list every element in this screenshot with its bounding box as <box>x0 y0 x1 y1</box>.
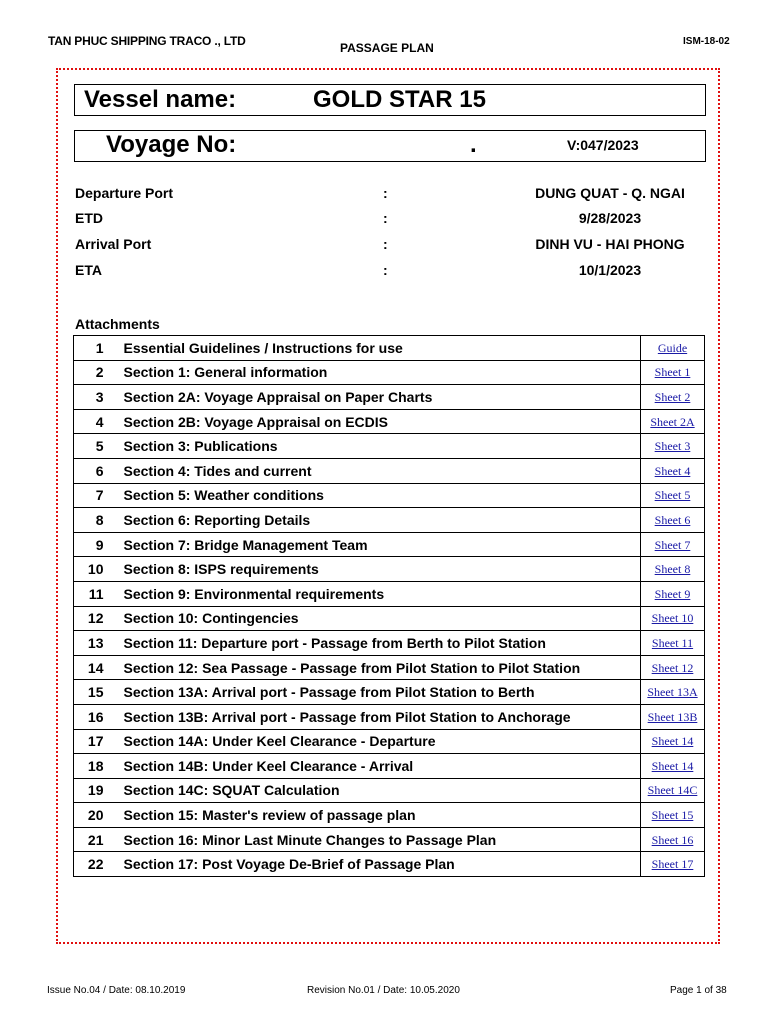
row-title: Section 14A: Under Keel Clearance - Departure <box>124 729 641 754</box>
etd-label: ETD <box>75 210 103 226</box>
table-row <box>74 778 705 803</box>
sheet-link[interactable]: Sheet 13A <box>647 685 698 700</box>
row-title: Section 2A: Voyage Appraisal on Paper Charts <box>124 385 641 410</box>
row-title: Section 15: Master's review of passage plan <box>124 803 641 828</box>
row-number: 7 <box>74 483 124 508</box>
arrival-port-value: DINH VU - HAI PHONG <box>535 236 685 252</box>
sheet-link[interactable]: Sheet 2 <box>654 389 691 404</box>
row-title: Section 7: Bridge Management Team <box>124 532 641 557</box>
row-number: 20 <box>74 803 124 828</box>
sheet-link[interactable]: Sheet 6 <box>654 512 691 527</box>
row-title: Section 14C: SQUAT Calculation <box>124 778 641 803</box>
row-title: Section 9: Environmental requirements <box>124 581 641 606</box>
table-row <box>74 557 705 582</box>
row-title: Section 3: Publications <box>124 434 641 459</box>
row-title: Section 10: Contingencies <box>124 606 641 631</box>
table-row <box>74 655 705 680</box>
sheet-link[interactable]: Sheet 4 <box>654 463 691 478</box>
table-row <box>74 680 705 705</box>
vessel-name-value: GOLD STAR 15 <box>313 86 486 113</box>
sheet-link[interactable]: Sheet 3 <box>654 439 691 454</box>
row-title: Section 11: Departure port - Passage from Berth to Pilot Station <box>124 631 641 656</box>
sheet-link[interactable]: Sheet 14 <box>651 734 694 749</box>
attachments-table <box>73 335 705 877</box>
row-title: Section 8: ISPS requirements <box>124 557 641 582</box>
row-number: 2 <box>74 360 124 385</box>
table-row <box>74 827 705 852</box>
sheet-link[interactable]: Sheet 11 <box>651 635 694 650</box>
row-number: 16 <box>74 704 124 729</box>
sheet-link[interactable]: Sheet 15 <box>651 808 694 823</box>
row-number: 15 <box>74 680 124 705</box>
row-number: 8 <box>74 508 124 533</box>
row-title: Section 17: Post Voyage De-Brief of Passage Plan <box>124 852 641 877</box>
sheet-link[interactable]: Guide <box>657 340 688 355</box>
row-number: 19 <box>74 778 124 803</box>
sheet-link[interactable]: Sheet 8 <box>654 562 691 577</box>
arrival-port-label: Arrival Port <box>75 236 152 252</box>
sheet-link[interactable]: Sheet 5 <box>654 488 691 503</box>
row-number: 11 <box>74 581 124 606</box>
vessel-name-label: Vessel name: <box>84 86 237 113</box>
row-number: 9 <box>74 532 124 557</box>
row-number: 21 <box>74 827 124 852</box>
footer-revision: Revision No.01 / Date: 10.05.2020 <box>307 985 460 996</box>
document-code: ISM-18-02 <box>683 36 730 47</box>
row-number: 12 <box>74 606 124 631</box>
row-number: 13 <box>74 631 124 656</box>
table-row <box>74 532 705 557</box>
row-title: Section 13A: Arrival port - Passage from Pilot Station to Berth <box>124 680 641 705</box>
row-title: Essential Guidelines / Instructions for use <box>124 336 641 361</box>
sheet-link[interactable]: Sheet 16 <box>651 832 694 847</box>
attachments-heading: Attachments <box>75 316 160 332</box>
table-row <box>74 754 705 779</box>
departure-port-value: DUNG QUAT - Q. NGAI <box>535 185 685 201</box>
table-row <box>74 508 705 533</box>
sheet-link[interactable]: Sheet 9 <box>654 586 691 601</box>
table-row <box>74 803 705 828</box>
eta-colon: : <box>383 262 388 278</box>
row-title: Section 12: Sea Passage - Passage from Pilot Station to Pilot Station <box>124 655 641 680</box>
row-number: 18 <box>74 754 124 779</box>
sheet-link[interactable]: Sheet 12 <box>651 660 694 675</box>
row-number: 3 <box>74 385 124 410</box>
company-name: TAN PHUC SHIPPING TRACO ., LTD <box>48 34 246 48</box>
sheet-link[interactable]: Sheet 2A <box>650 414 695 429</box>
row-number: 17 <box>74 729 124 754</box>
table-row <box>74 434 705 459</box>
table-row <box>74 631 705 656</box>
row-number: 14 <box>74 655 124 680</box>
row-title: Section 2B: Voyage Appraisal on ECDIS <box>124 409 641 434</box>
voyage-no-label: Voyage No: <box>106 131 237 158</box>
sheet-link[interactable]: Sheet 1 <box>654 365 691 380</box>
row-title: Section 14B: Under Keel Clearance - Arrival <box>124 754 641 779</box>
row-title: Section 13B: Arrival port - Passage from Pilot Station to Anchorage <box>124 704 641 729</box>
row-number: 1 <box>74 336 124 361</box>
row-number: 22 <box>74 852 124 877</box>
row-number: 4 <box>74 409 124 434</box>
table-row <box>74 409 705 434</box>
table-row <box>74 729 705 754</box>
row-title: Section 16: Minor Last Minute Changes to Passage Plan <box>124 827 641 852</box>
row-title: Section 4: Tides and current <box>124 458 641 483</box>
voyage-no-dot: . <box>470 131 477 158</box>
sheet-link[interactable]: Sheet 7 <box>654 537 691 552</box>
table-row <box>74 385 705 410</box>
row-number: 5 <box>74 434 124 459</box>
etd-value: 9/28/2023 <box>578 210 642 226</box>
table-row <box>74 458 705 483</box>
table-row <box>74 336 705 361</box>
row-number: 6 <box>74 458 124 483</box>
row-number: 10 <box>74 557 124 582</box>
table-row <box>74 606 705 631</box>
etd-colon: : <box>383 210 388 226</box>
table-row <box>74 483 705 508</box>
row-title: Section 6: Reporting Details <box>124 508 641 533</box>
footer-page-number: Page 1 of 38 <box>670 985 727 996</box>
departure-port-label: Departure Port <box>75 185 174 201</box>
sheet-link[interactable]: Sheet 13B <box>647 709 698 724</box>
sheet-link[interactable]: Sheet 14 <box>651 758 694 773</box>
document-title: PASSAGE PLAN <box>340 41 434 55</box>
table-row <box>74 581 705 606</box>
eta-label: ETA <box>75 262 102 278</box>
arrival-port-colon: : <box>383 236 388 252</box>
table-row <box>74 360 705 385</box>
footer-issue: Issue No.04 / Date: 08.10.2019 <box>47 985 186 996</box>
sheet-link[interactable]: Sheet 17 <box>651 857 694 872</box>
voyage-no-value: V:047/2023 <box>567 137 639 153</box>
row-title: Section 1: General information <box>124 360 641 385</box>
table-row <box>74 704 705 729</box>
departure-port-colon: : <box>383 185 388 201</box>
row-title: Section 5: Weather conditions <box>124 483 641 508</box>
sheet-link[interactable]: Sheet 14C <box>647 783 698 798</box>
sheet-link[interactable]: Sheet 10 <box>651 611 694 626</box>
table-row <box>74 852 705 877</box>
eta-value: 10/1/2023 <box>578 262 642 278</box>
